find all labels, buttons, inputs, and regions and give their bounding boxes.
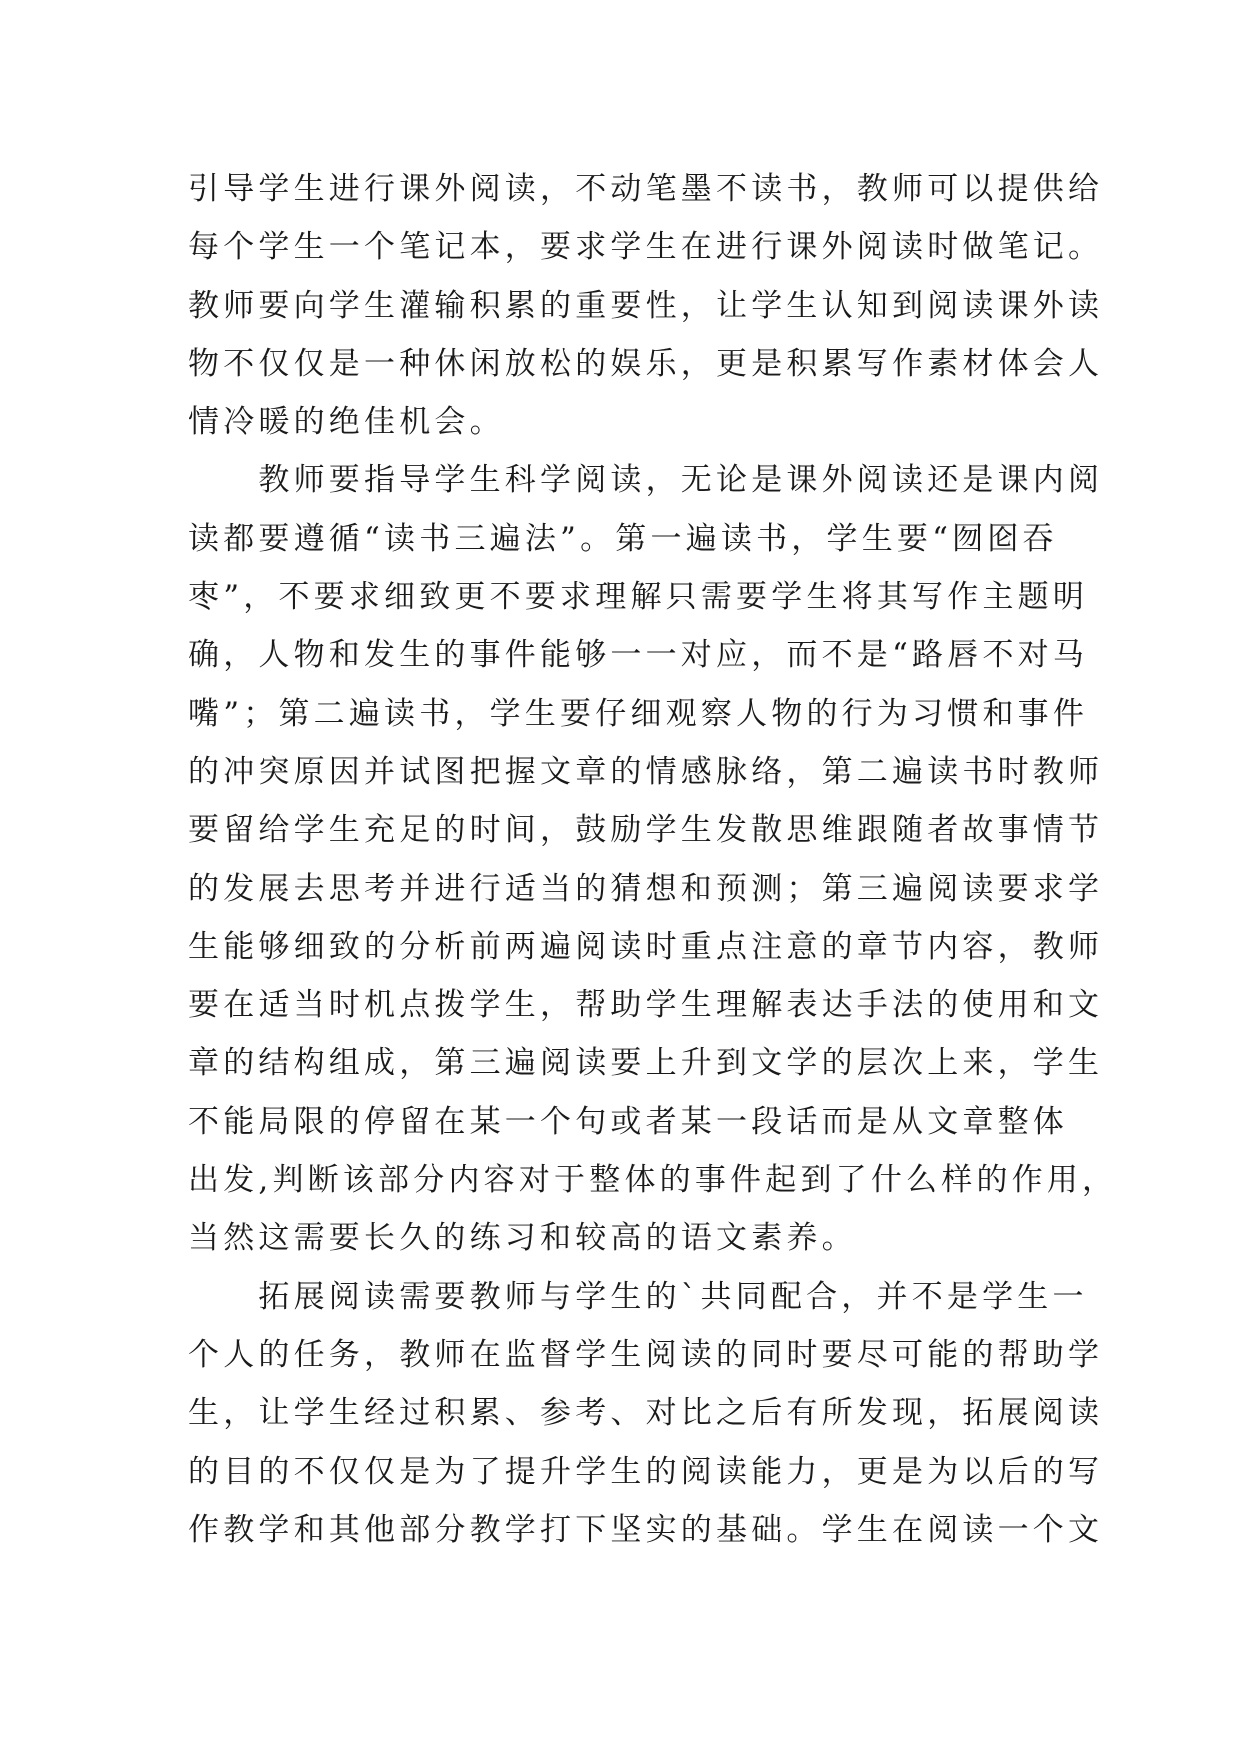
text-line: 的发展去思考并进行适当的猜想和预测；第三遍阅读要求学 xyxy=(188,870,1104,907)
text-line: 个人的任务，教师在监督学生阅读的同时要尽可能的帮助学 xyxy=(188,1336,1104,1373)
text-line: 嘴”；第二遍读书，学生要仔细观察人物的行为习惯和事件 xyxy=(188,695,1089,732)
text-line: 每个学生一个笔记本，要求学生在进行课外阅读时做笔记。 xyxy=(188,229,1104,266)
text-line: 不能局限的停留在某一个句或者某一段话而是从文章整体 xyxy=(188,1103,1068,1140)
text-line: 教师要向学生灌输积累的重要性，让学生认知到阅读课外读 xyxy=(188,287,1104,324)
text-line: 教师要指导学生科学阅读，无论是课外阅读还是课内阅 xyxy=(188,462,1104,499)
text-line: 物不仅仅是一种休闲放松的娱乐，更是积累写作素材体会人 xyxy=(188,345,1104,382)
text-line: 的冲突原因并试图把握文章的情感脉络，第二遍读书时教师 xyxy=(188,753,1104,790)
text-line: 的目的不仅仅是为了提升学生的阅读能力，更是为以后的写 xyxy=(188,1453,1104,1490)
text-line: 拓展阅读需要教师与学生的`共同配合，并不是学生一 xyxy=(188,1278,1088,1315)
text-line: 读都要遵循“读书三遍法”。第一遍读书，学生要“囫囵吞 xyxy=(188,520,1058,557)
text-line: 作教学和其他部分教学打下坚实的基础。学生在阅读一个文 xyxy=(188,1511,1104,1548)
body-text xyxy=(188,160,1118,1559)
text-line: 生，让学生经过积累、参考、对比之后有所发现，拓展阅读 xyxy=(188,1395,1104,1432)
text-line: 要留给学生充足的时间，鼓励学生发散思维跟随者故事情节 xyxy=(188,812,1104,849)
text-line: 生能够细致的分析前两遍阅读时重点注意的章节内容，教师 xyxy=(188,928,1104,965)
text-line: 枣”，不要求细致更不要求理解只需要学生将其写作主题明 xyxy=(188,579,1089,616)
text-line: 当然这需要长久的练习和较高的语文素养。 xyxy=(188,1220,857,1257)
text-line: 要在适当时机点拨学生，帮助学生理解表达手法的使用和文 xyxy=(188,987,1104,1024)
text-line: 情冷暖的绝佳机会。 xyxy=(188,404,505,441)
text-line: 确，人物和发生的事件能够一一对应，而不是“路唇不对马 xyxy=(188,637,1089,674)
text-line: 出发,判断该部分内容对于整体的事件起到了什么样的作用， xyxy=(188,1162,1118,1199)
text-line: 引导学生进行课外阅读，不动笔墨不读书，教师可以提供给 xyxy=(188,171,1104,207)
text-line: 章的结构组成，第三遍阅读要上升到文学的层次上来，学生 xyxy=(188,1045,1104,1082)
